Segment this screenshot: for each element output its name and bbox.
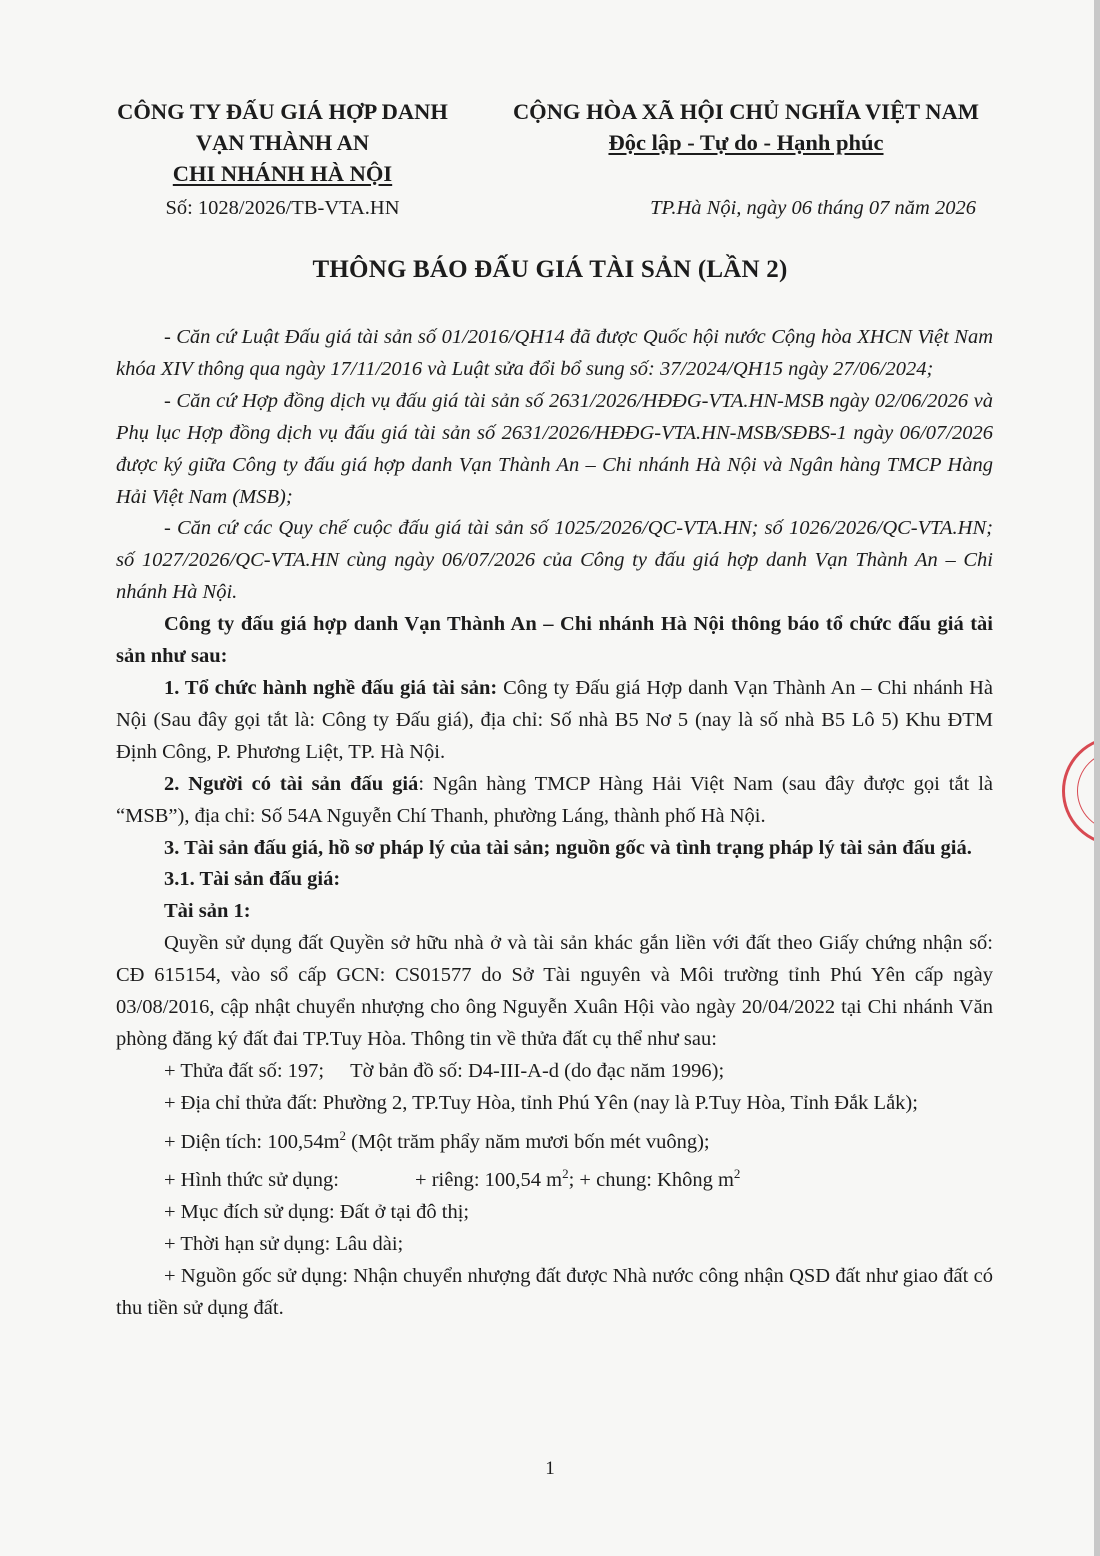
document-body (116, 322, 993, 1325)
national-motto: Độc lập - Tự do - Hạnh phúc (608, 130, 884, 155)
document-header (90, 96, 1010, 226)
document-title: THÔNG BÁO ĐẤU GIÁ TÀI SẢN (LẦN 2) (312, 256, 788, 283)
area-text: (Một trăm phẩy năm mươi bốn mét vuông); (346, 1130, 710, 1153)
area-value: + Diện tích: 100,54m (164, 1130, 340, 1153)
form-label: + Hình thức sử dụng: (164, 1169, 340, 1192)
form-shared-sup: 2 (733, 1166, 741, 1182)
section-3-1-label: 3.1. Tài sản đấu giá: (164, 868, 341, 891)
asset-1-description: Quyền sử dụng đất Quyền sở hữu nhà ở và tài sản khác gắn liền với đất theo Giấy chứng nhận số: CĐ 615154, vào sổ cấp GCN: CS01577 do Sở Tài nguyên và Môi trường tỉnh Phú Yên cấp ngày 03/08/2016, cập nhật chuyển nhượng cho ông Nguyễn Xuân Hội vào ngày 20/04/2022 tại Chi nhánh Văn phòng đăng ký đất đai TP.Tuy Hòa. Thông tin về thửa đất cụ thể như sau: (116, 932, 993, 1050)
national-title: CỘNG HÒA XÃ HỘI CHỦ NGHĨA VIỆT NAM (512, 99, 980, 124)
section-2 (116, 769, 993, 833)
national-block (482, 96, 1010, 224)
detail-purpose: + Mục đích sử dụng: Đất ở tại đô thị; (164, 1201, 470, 1224)
section-3-label: 3. Tài sản đấu giá, hồ sơ pháp lý của tài sản; nguồn gốc và tình trạng pháp lý tài sản đấu giá. (164, 836, 972, 859)
org-branch: CHI NHÁNH HÀ NỘI (172, 161, 393, 186)
parcel-number: + Thửa đất số: 197; (164, 1059, 325, 1082)
detail-form (116, 1158, 993, 1197)
intro-paragraph: Công ty đấu giá hợp danh Vạn Thành An – Chi nhánh Hà Nội thông báo tổ chức đấu giá tài sản như sau: (116, 613, 993, 668)
section-2-text: : Ngân hàng TMCP Hàng Hải Việt Nam (sau đây được gọi tắt là “MSB”), địa chỉ: Số 54A Nguyễn Chí Thanh, phường Láng, thành phố Hà Nội. (116, 772, 994, 827)
detail-parcel (116, 1056, 993, 1088)
form-shared: ; + chung: Không m (568, 1169, 734, 1192)
organization-block (90, 96, 475, 224)
form-private-sup: 2 (562, 1166, 569, 1182)
scan-edge (1094, 0, 1100, 1556)
place-date: TP.Hà Nội, ngày 06 tháng 07 năm 2026 (650, 197, 976, 219)
detail-origin: + Nguồn gốc sử dụng: Nhận chuyển nhượng đất được Nhà nước công nhận QSD đất như giao đất có thu tiền sử dụng đất. (116, 1264, 993, 1319)
legal-basis-2: - Căn cứ Hợp đồng dịch vụ đấu giá tài sản số 2631/2026/HĐĐG-VTA.HN-MSB ngày 02/06/2026 và Phụ lục Hợp đồng dịch vụ đấu giá tài sản số 2631/2026/HĐĐG-VTA.HN-MSB/SĐBS-1 ngày 06/07/2026 được ký giữa Công ty đấu giá hợp danh Vạn Thành An – Chi nhánh Hà Nội và Ngân hàng TMCP Hàng Hải Việt Nam (MSB); (116, 389, 993, 508)
org-name-line2: VẠN THÀNH AN (195, 130, 370, 155)
legal-basis-3: - Căn cứ các Quy chế cuộc đấu giá tài sản số 1025/2026/QC-VTA.HN; số 1026/2026/QC-VTA.HN; số 1027/2026/QC-VTA.HN cùng ngày 06/07/2026 của Công ty đấu giá hợp danh Vạn Thành An – Chi nhánh Hà Nội. (116, 517, 993, 604)
detail-term: + Thời hạn sử dụng: Lâu dài; (164, 1233, 404, 1256)
document-number: Số: 1028/2026/TB-VTA.HN (165, 197, 400, 219)
detail-address: + Địa chỉ thửa đất: Phường 2, TP.Tuy Hòa, tỉnh Phú Yên (nay là P.Tuy Hòa, Tỉnh Đắk Lắk); (164, 1091, 918, 1114)
area-unit-sup: 2 (339, 1127, 347, 1143)
section-1-text: Công ty Đấu giá Hợp danh Vạn Thành An – Chi nhánh Hà Nội (Sau đây gọi tắt là: Công ty Đấu giá), địa chỉ: Số nhà B5 Nơ 5 (nay là số nhà B5 Lô 5) Khu ĐTM Định Công, P. Phương Liệt, TP. Hà Nội. (116, 676, 993, 763)
asset-1-label: Tài sản 1: (164, 900, 251, 923)
section-2-label: 2. Người có tài sản đấu giá (164, 772, 419, 795)
section-1 (116, 673, 993, 769)
legal-basis-1: - Căn cứ Luật Đấu giá tài sản số 01/2016/QH14 đã được Quốc hội nước Cộng hòa XHCN Việt Nam khóa XIV thông qua ngày 17/11/2016 và Luật sửa đổi bổ sung số: 37/2024/QH15 ngày 27/06/2024; (116, 326, 993, 380)
page-number: 1 (545, 1458, 555, 1479)
map-sheet: Tờ bản đồ số: D4-III-A-d (do đạc năm 1996); (350, 1059, 725, 1082)
form-private: + riêng: 100,54 m (415, 1169, 563, 1192)
org-name-line1: CÔNG TY ĐẤU GIÁ HỢP DANH (117, 99, 448, 124)
section-1-label: 1. Tổ chức hành nghề đấu giá tài sản: (164, 676, 498, 699)
detail-area (116, 1120, 993, 1159)
